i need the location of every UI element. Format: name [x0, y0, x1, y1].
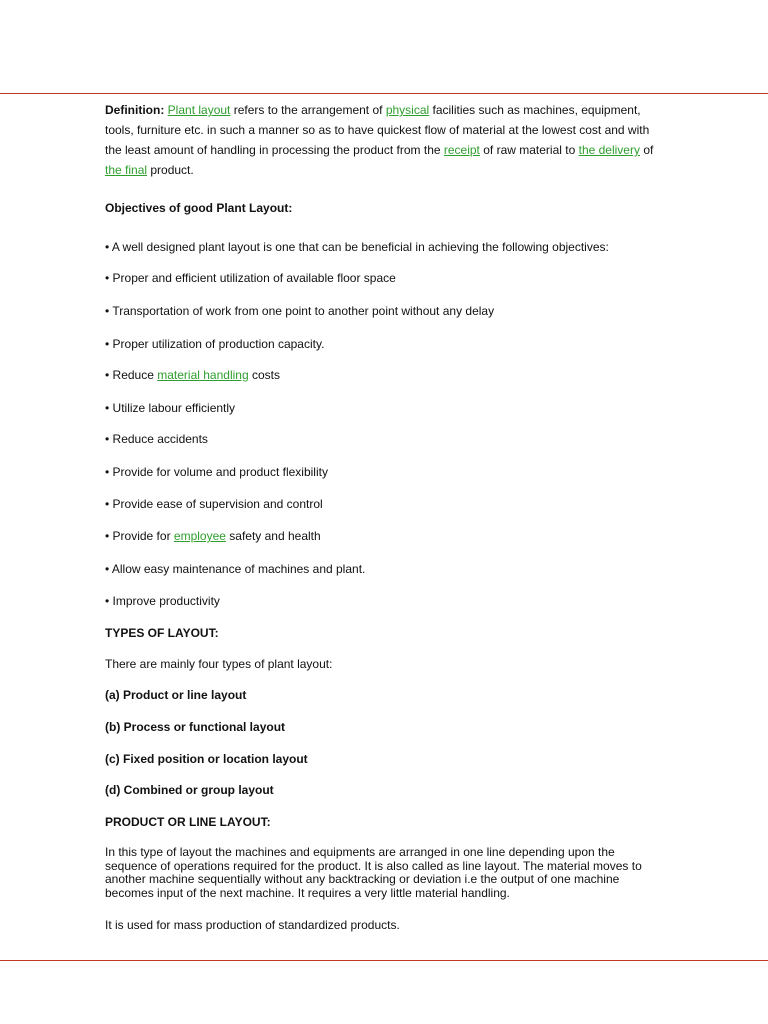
product-layout-paragraph: In this type of layout the machines and equipments are arranged in one line depending upon the sequence of operations required for the product. It is also called as line layout. The material moves to another machine sequentially without any backtracking or deviation i.e the output of one machine becomes input of the next machine. It requires a very little material handling.: [105, 845, 642, 900]
bullet-10-suffix: safety and health: [225, 529, 321, 543]
link-the-delivery[interactable]: the delivery: [578, 143, 640, 157]
link-the-final[interactable]: the final: [105, 163, 148, 177]
objective-bullet-12: • Improve productivity: [105, 594, 220, 608]
objective-bullet-10: [105, 529, 665, 543]
top-divider: [0, 93, 768, 94]
bullet-5-prefix: • Reduce: [105, 368, 158, 382]
product-layout-heading: PRODUCT OR LINE LAYOUT:: [105, 815, 271, 829]
definition-text-3: of raw material to: [479, 143, 579, 157]
type-item-b: (b) Process or functional layout: [105, 720, 286, 734]
objective-bullet-6: • Utilize labour efficiently: [105, 401, 236, 415]
definition-text-2: facilities such as machines, equipment, tools, furniture etc. in such a manner so as to have quickest flow of material at the lowest cost and with the least amount of handling in processing the product from the: [105, 103, 650, 157]
objective-bullet-3: • Transportation of work from one point to another point without any delay: [105, 304, 495, 318]
link-physical[interactable]: physical: [385, 103, 430, 117]
bullet-5-suffix: costs: [248, 368, 280, 382]
types-intro: There are mainly four types of plant layout:: [105, 657, 333, 671]
objective-bullet-9: • Provide ease of supervision and control: [105, 497, 323, 511]
definition-text-4: of: [639, 143, 654, 157]
types-heading: TYPES OF LAYOUT:: [105, 626, 219, 640]
bullet-10-prefix: • Provide for: [105, 529, 174, 543]
objective-bullet-11: • Allow easy maintenance of machines and plant.: [105, 562, 366, 576]
objective-bullet-5: [105, 368, 665, 382]
definition-label: Definition:: [105, 103, 165, 117]
type-item-c: (c) Fixed position or location layout: [105, 752, 308, 766]
link-material-handling[interactable]: material handling: [157, 368, 249, 382]
definition-paragraph: [105, 100, 665, 180]
type-item-d: (d) Combined or group layout: [105, 783, 274, 797]
link-employee[interactable]: employee: [173, 529, 226, 543]
objective-bullet-4: • Proper utilization of production capacity.: [105, 337, 325, 351]
objective-bullet-2: • Proper and efficient utilization of available floor space: [105, 271, 396, 285]
bottom-divider: [0, 960, 768, 961]
product-layout-usage: It is used for mass production of standardized products.: [105, 918, 400, 932]
objective-bullet-8: • Provide for volume and product flexibility: [105, 465, 328, 479]
definition-text-1: refers to the arrangement of: [230, 103, 386, 117]
objectives-heading: Objectives of good Plant Layout:: [105, 201, 293, 215]
definition-text-5: product.: [147, 163, 194, 177]
objective-bullet-7: • Reduce accidents: [105, 432, 208, 446]
link-receipt[interactable]: receipt: [443, 143, 480, 157]
link-plant-layout[interactable]: Plant layout: [167, 103, 231, 117]
type-item-a: (a) Product or line layout: [105, 688, 247, 702]
objective-bullet-1: • A well designed plant layout is one that can be beneficial in achieving the following objectives:: [105, 240, 609, 254]
